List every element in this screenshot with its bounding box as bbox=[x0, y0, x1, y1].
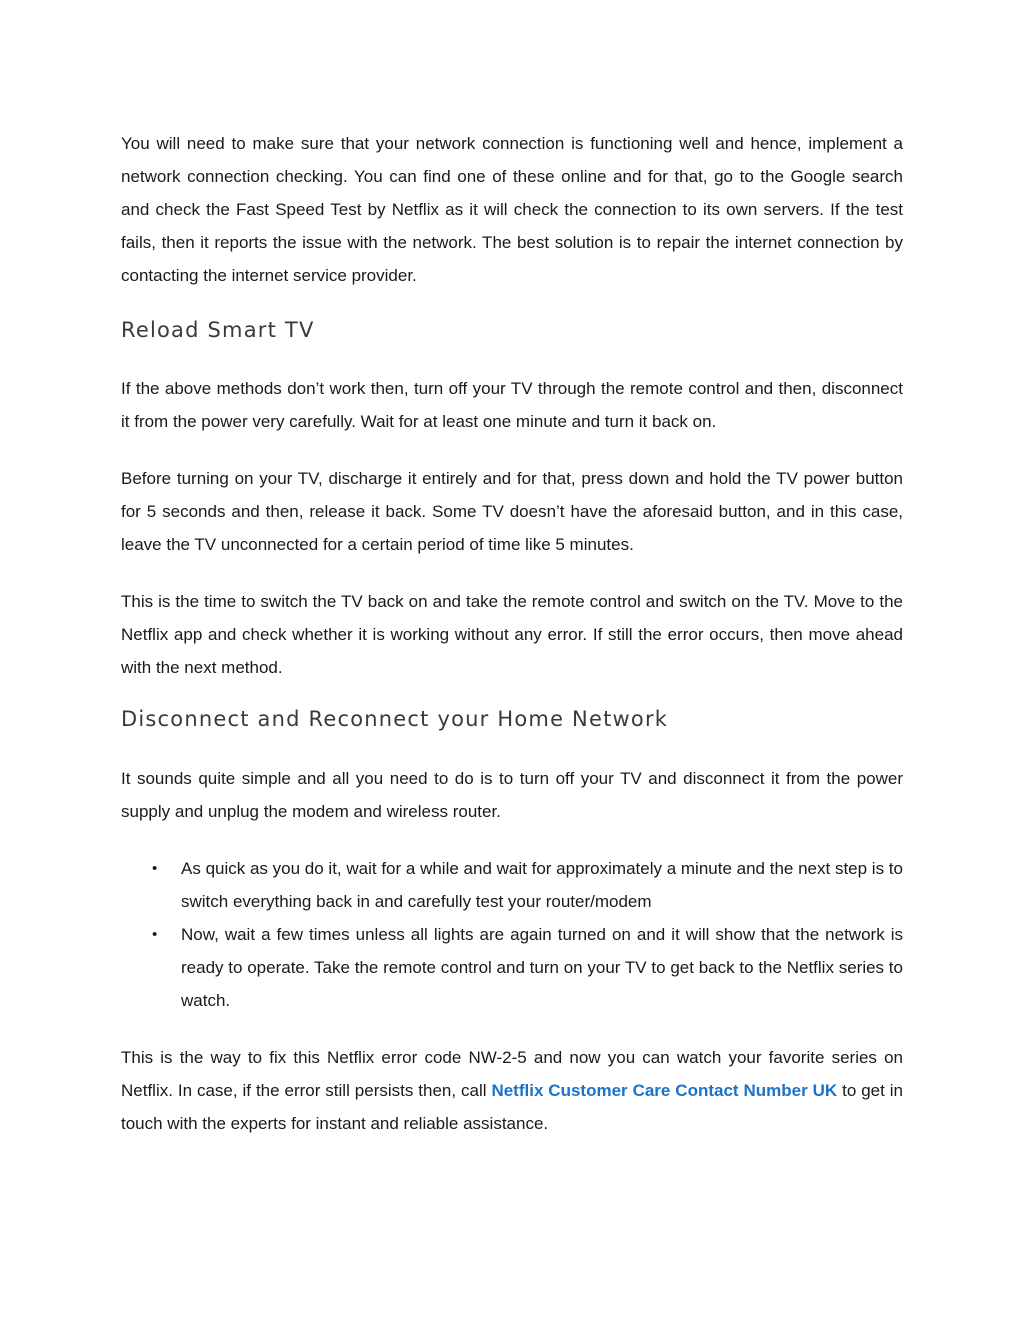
intro-paragraph: You will need to make sure that your network connection is functioning well and hence, implement a network connection checking. You can find one of these online and for that, go to the Google search and check the Fast Speed Test by Netflix as it will check the connection to its own servers. If the test fails, then it reports the issue with the network. The best solution is to repair the internet connection by contacting the internet service provider. bbox=[121, 134, 903, 285]
bullet-icon: • bbox=[152, 926, 158, 943]
disconnect-reconnect-heading: Disconnect and Reconnect your Home Network bbox=[121, 707, 669, 731]
netflix-customer-care-link[interactable]: Netflix Customer Care Contact Number UK bbox=[491, 1081, 838, 1100]
list-item bbox=[121, 852, 903, 918]
reload-paragraph-3: This is the time to switch the TV back on and take the remote control and switch on the TV. Move to the Netflix app and check whether it is working without any error. If still the error occurs, then move ahead with the next method. bbox=[121, 592, 903, 677]
list-item bbox=[121, 918, 903, 1017]
bullet-icon: • bbox=[152, 860, 158, 877]
list-item-text: Now, wait a few times unless all lights are again turned on and it will show that the network is ready to operate. Take the remote control and turn on your TV to get back to the Netflix series to watch. bbox=[181, 925, 903, 1010]
closing-text-after-link: to get in touch with the experts for instant and reliable assistance. bbox=[121, 1081, 904, 1133]
network-steps-list bbox=[121, 852, 903, 1017]
network-paragraph: It sounds quite simple and all you need to do is to turn off your TV and disconnect it from the power supply and unplug the modem and wireless router. bbox=[121, 769, 903, 821]
reload-smart-tv-heading: Reload Smart TV bbox=[121, 318, 315, 342]
list-item-text: As quick as you do it, wait for a while and wait for approximately a minute and the next step is to switch everything back in and carefully test your router/modem bbox=[181, 859, 903, 911]
reload-paragraph-2: Before turning on your TV, discharge it entirely and for that, press down and hold the TV power button for 5 seconds and then, release it back. Some TV doesn’t have the aforesaid button, and in this case, leave the TV unconnected for a certain period of time like 5 minutes. bbox=[121, 469, 903, 554]
closing-text-before-link: This is the way to fix this Netflix error code NW-2-5 and now you can watch your favorite series on Netflix. In case, if the error still persists then, call bbox=[121, 1048, 903, 1100]
document-page bbox=[121, 127, 903, 1140]
closing-paragraph bbox=[121, 1041, 903, 1140]
reload-paragraph-1: If the above methods don’t work then, turn off your TV through the remote control and then, disconnect it from the power very carefully. Wait for at least one minute and turn it back on. bbox=[121, 379, 903, 431]
